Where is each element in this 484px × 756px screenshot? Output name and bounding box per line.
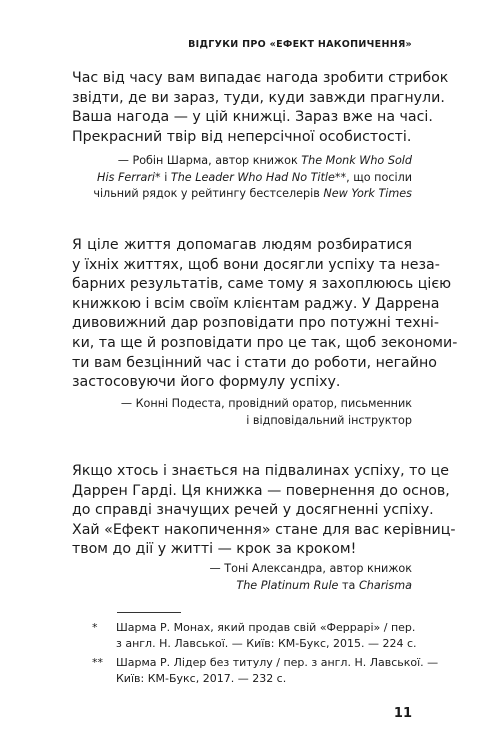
footnote-line: Київ: КМ-Букс, 2017. — 232 с.	[116, 671, 287, 685]
attribution-line: — Тоні Александра, автор книжок	[209, 562, 412, 575]
text-line: твом до дії у житті — крок за кроком!	[72, 541, 357, 558]
footnote-divider	[117, 612, 181, 613]
text-line: застосовуючи його формулу успіху.	[72, 374, 341, 391]
text-line: до справді значущих речей у досягненні успіху.	[72, 502, 434, 519]
attribution-line: чільний рядок у рейтингу бестселерів New York Times	[93, 187, 412, 200]
attribution-line: The Platinum Rule та Charisma	[236, 578, 412, 592]
text-line: Прекрасний твір від неперсічної особистості.	[72, 128, 412, 145]
text-line: Ваша нагода — у цій книжці. Зараз вже на часі.	[72, 109, 433, 126]
attribution-3	[210, 561, 412, 594]
footnote-line: Шарма Р. Лідер без титулу / пер. з англ. Н. Лавської. —	[116, 656, 439, 669]
text-line: Хай «Ефект накопичення» стане для вас керівниц-	[72, 521, 456, 538]
text-line: книжкою і всім своїм клієнтам раджу. У Даррена	[72, 295, 440, 312]
text-line: Час від часу вам випадає нагода зробити стрибок	[72, 70, 449, 86]
text-line: ти вам безцінний час і стати до роботи, негайно	[72, 354, 437, 371]
text-line: Якщо хтось і знається на підвалинах успіху, то це	[72, 463, 450, 479]
testimonial-3	[72, 462, 456, 560]
testimonial-1	[72, 69, 449, 147]
attribution-line: — Робін Шарма, автор книжок The Monk Who Sold	[117, 154, 412, 167]
attribution-line: His Ferrari* і The Leader Who Had No Title**, що посіли	[97, 170, 412, 184]
text-line: Даррен Гарді. Ця книжка — повернення до основ,	[72, 482, 450, 499]
text-line: Я ціле життя допомагав людям розбиратися	[72, 237, 412, 253]
running-header: ВІДГУКИ ПРО «ЕФЕКТ НАКОПИЧЕННЯ»	[188, 39, 412, 50]
page-number: 11	[393, 706, 412, 721]
text-line: дивовижний дар розповідати про потужні техні-	[72, 315, 439, 332]
attribution-line: і відповідальний інструктор	[246, 413, 412, 427]
text-line: у їхніх життях, щоб вони досягли успіху та неза-	[72, 256, 440, 273]
footnote-line: з англ. Н. Лавської. — Київ: КМ-Букс, 2015. — 224 с.	[116, 636, 417, 650]
attribution-1	[93, 153, 412, 203]
footnote-mark: **	[92, 656, 103, 669]
attribution-line: — Конні Подеста, провідний оратор, письменник	[120, 397, 412, 410]
text-line: ки, та ще й розповідати про це так, щоб зекономи-	[72, 334, 458, 351]
footnote-line: Шарма Р. Монах, який продав свій «Феррарі» / пер.	[116, 621, 416, 634]
text-line: звідти, де ви зараз, туди, куди завжди прагнули.	[72, 89, 445, 106]
attribution-2	[121, 396, 412, 429]
testimonial-2	[72, 236, 458, 393]
text-line: барних результатів, саме тому я захоплююсь цією	[72, 276, 452, 293]
footnote-mark: *	[92, 621, 98, 634]
